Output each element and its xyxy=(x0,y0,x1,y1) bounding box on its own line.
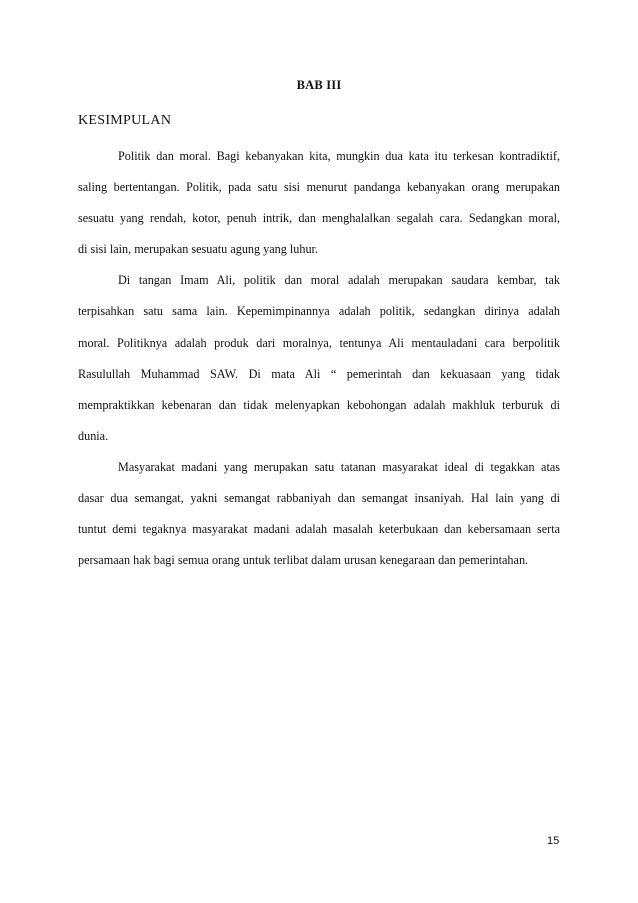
page-number: 15 xyxy=(547,835,560,847)
paragraph-line: dunia. xyxy=(78,428,109,443)
paragraph-line: moral. Politiknya adalah produk dari moralnya, tentunya Ali mentauladani cara berpolitik xyxy=(78,335,560,350)
paragraph-line: tuntut demi tegaknya masyarakat madani adalah masalah keterbukaan dan kebersamaan serta xyxy=(78,522,560,537)
paragraph-line: sesuatu yang rendah, kotor, penuh intrik, dan menghalalkan segalah cara. Sedangkan moral, xyxy=(78,211,560,226)
paragraph-line: Di tangan Imam Ali, politik dan moral adalah merupakan saudara kembar, tak xyxy=(118,273,560,288)
paragraph-line: di sisi lain, merupakan sesuatu agung yang luhur. xyxy=(78,242,318,257)
chapter-title: BAB III xyxy=(296,78,342,92)
section-heading: KESIMPULAN xyxy=(78,113,172,128)
paragraph-line: Rasulullah Muhammad SAW. Di mata Ali “ pemerintah dan kekuasaan yang tidak xyxy=(78,366,560,381)
paragraph-line: saling bertentangan. Politik, pada satu sisi menurut pandanga kebanyakan orang merupakan xyxy=(78,180,560,195)
paragraph-line: terpisahkan satu sama lain. Kepemimpinannya adalah politik, sedangkan dirinya adalah xyxy=(78,304,560,319)
paragraph-line: Politik dan moral. Bagi kebanyakan kita, mungkin dua kata itu terkesan kontradiktif, xyxy=(118,149,560,163)
paragraph-line: persamaan hak bagi semua orang untuk terlibat dalam urusan kenegaraan dan pemerintahan. xyxy=(78,553,529,568)
body-text xyxy=(78,141,560,576)
paragraph-line: dasar dua semangat, yakni semangat rabbaniyah dan semangat insaniyah. Hal lain yang di xyxy=(78,491,560,506)
paragraph-line: mempraktikkan kebenaran dan tidak melenyapkan kebohongan adalah makhluk terburuk di xyxy=(78,397,560,412)
paragraph-line: Masyarakat madani yang merupakan satu tatanan masyarakat ideal di tegakkan atas xyxy=(118,459,560,474)
